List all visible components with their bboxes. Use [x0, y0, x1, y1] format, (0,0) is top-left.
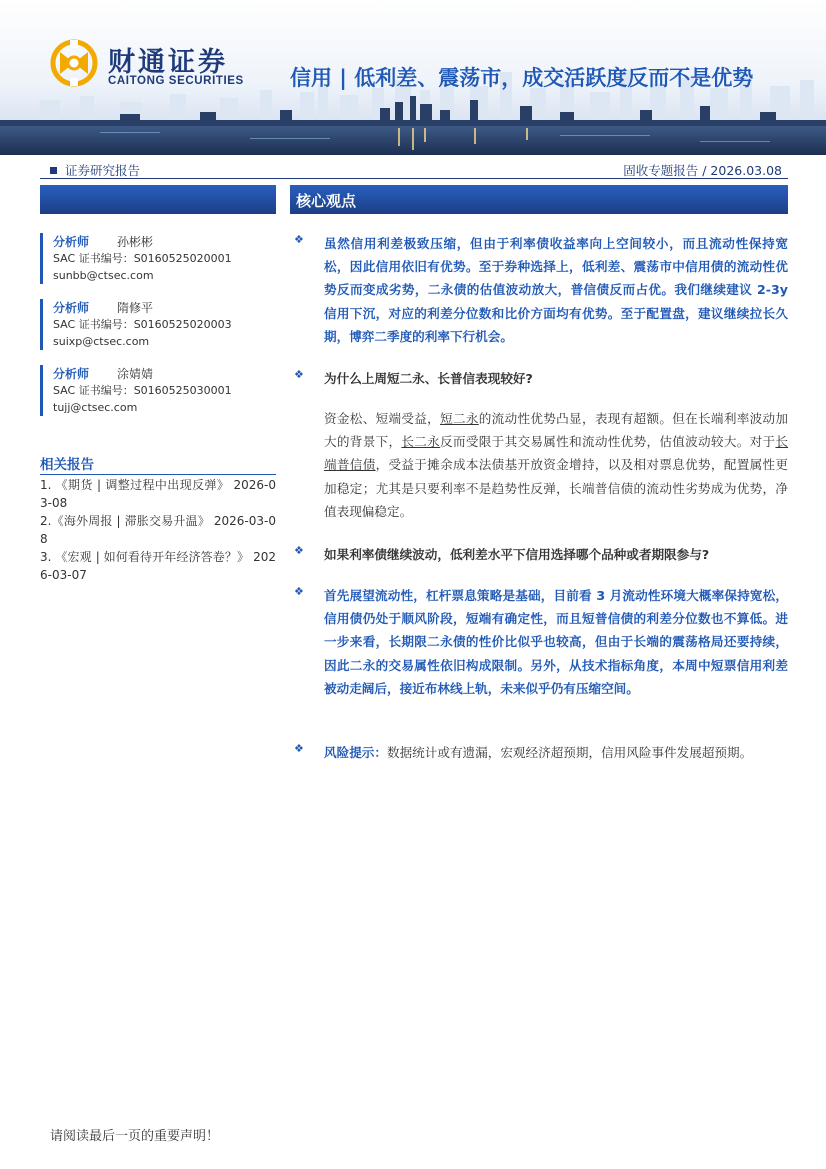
risk-label: 风险提示： [324, 745, 387, 760]
term-long-general-credit: 长端普信债 [324, 434, 789, 473]
report-type-label: 证券研究报告 [65, 163, 141, 178]
analyst-sac: SAC 证书编号：S0160525020003 [53, 318, 232, 331]
answer-1-part: 的流动性优势凸显，表现有超额。但在长端利率波动加大的背景下， [324, 411, 789, 450]
report-title: 信用 | 低利差、震荡市，成交活跃度反而不是优势 [290, 66, 754, 90]
risk-warning-text [324, 741, 788, 764]
caitong-logo-icon [50, 38, 98, 88]
answer-1-part: ，受益于摊余成本法债基开放资金增持，以及相对票息优势，配置属性更加稳定；尤其是只要利率不是趋势性反弹，长端普信债的流动性劣势成为优势，净值表现偏稳定。 [324, 457, 789, 519]
related-report-item[interactable]: 2.《海外周报 | 滞胀交易升温》 2026-03-08 [40, 514, 276, 546]
related-report-item[interactable]: 1. 《期货 | 调整过程中出现反弹》 2026-03-08 [40, 478, 276, 510]
report-type [50, 161, 140, 179]
diamond-bullet-icon: ❖ [294, 233, 304, 246]
report-header [0, 0, 826, 155]
analyst-role: 分析师 [53, 367, 90, 381]
diamond-bullet-icon: ❖ [294, 368, 304, 381]
term-short-tier2: 短二永 [440, 411, 479, 426]
analyst-email[interactable]: sunbb@ctsec.com [53, 268, 154, 282]
footer-disclaimer: 请阅读最后一页的重要声明！ [50, 1129, 220, 1144]
related-report-item[interactable]: 3. 《宏观 | 如何看待开年经济答卷？》 2026-03-07 [40, 550, 276, 582]
core-point-3 [294, 543, 788, 566]
analyst-email[interactable]: suixp@ctsec.com [53, 334, 150, 348]
report-date: 固收专题报告 / 2026.03.08 [623, 163, 782, 178]
risk-content: 数据统计或有遗漏，宏观经济超预期，信用风险事件发展超预期。 [386, 745, 753, 760]
core-point-2 [294, 367, 788, 390]
risk-warning [294, 741, 788, 764]
related-reports-title: 相关报告 [40, 457, 94, 473]
analyst-name: 孙彬彬 [117, 235, 154, 249]
core-view-header [290, 185, 788, 214]
analyst-name: 涂婧婧 [117, 367, 154, 381]
analyst-role: 分析师 [53, 301, 90, 315]
analyst-email[interactable]: tujj@ctsec.com [53, 400, 138, 414]
answer-1-text [324, 407, 788, 523]
core-point-4 [294, 584, 788, 700]
related-reports-list [40, 476, 276, 584]
answer-1-part: 资金松、短端受益， [324, 411, 441, 426]
answer-1-part: 反而受限于其交易属性和流动性优势，估值波动较大。对于 [440, 434, 776, 450]
analyst-card [40, 365, 276, 416]
analyst-role: 分析师 [53, 235, 90, 249]
analyst-sac: SAC 证书编号：S0160525020001 [53, 252, 232, 265]
logo-english-name: CAITONG SECURITIES [108, 75, 244, 87]
question-1: 为什么上周短二永、长普信表现较好? [324, 371, 533, 386]
question-2: 如果利率债继续波动，低利差水平下信用选择哪个品种或者期限参与? [324, 547, 710, 562]
company-logo [50, 38, 250, 94]
diamond-bullet-icon: ❖ [294, 585, 304, 598]
analyst-name: 隋修平 [117, 301, 154, 315]
core-view-title: 核心观点 [296, 192, 357, 210]
analyst-card [40, 299, 276, 350]
logo-chinese-name: 财通证券 [108, 47, 228, 78]
answer-1 [294, 407, 788, 523]
related-reports-divider [40, 474, 276, 475]
core-summary-text: 虽然信用利差极致压缩，但由于利率债收益率向上空间较小，而且流动性保持宽松，因此信用依旧有优势。至于券种选择上，低利差、震荡市中信用债的流动性优势反而变成劣势，二永债的估值波动放大，普信债反而占优。我们继续建议 2-3y 信用下沉，对应的利差分位数和比价方面均有优势。至于配置盘，建议继续拉长久期，博弈二季度的利率下行机会。 [324, 236, 788, 344]
square-bullet-icon [50, 167, 57, 174]
analyst-sac: SAC 证书编号：S0160525030001 [53, 384, 232, 397]
term-long-tier2: 长二永 [401, 434, 441, 450]
liquidity-outlook-text: 首先展望流动性，杠杆票息策略是基础，目前看 3 月流动性环境大概率保持宽松，信用债仍处于顺风阶段，短端有确定性，而且短普信债的利差分位数也不算低。进一步来看，长期限二永债的性价比似乎也较高，但由于长端的震荡格局还要持续，因此二永的交易属性依旧构成限制。另外，从技术指标角度，本周中短票信用利差被动走阔后，接近布林线上轨，未来似乎仍有压缩空间。 [324, 588, 788, 696]
core-point-1 [294, 232, 788, 348]
left-column-header-bar [40, 185, 276, 214]
diamond-bullet-icon: ❖ [294, 742, 304, 755]
header-divider [40, 178, 788, 179]
analyst-card [40, 233, 276, 284]
diamond-bullet-icon: ❖ [294, 544, 304, 557]
